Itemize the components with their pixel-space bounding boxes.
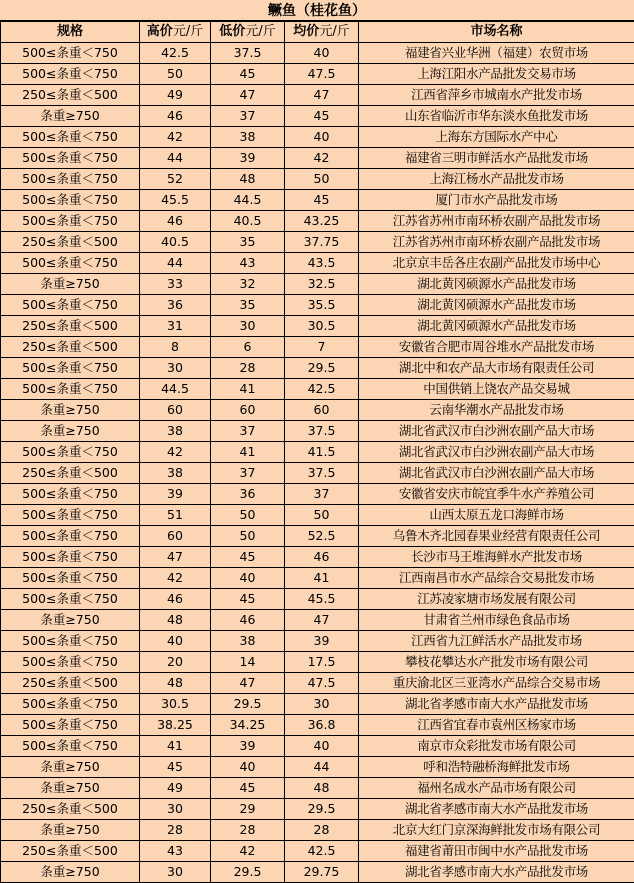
avg-price-cell: 39 bbox=[285, 631, 359, 652]
market-cell: 江西省萍乡市城南水产批发市场 bbox=[359, 85, 634, 106]
market-cell: 江西省宜春市袁州区杨家市场 bbox=[359, 715, 634, 736]
spec-cell: 条重≥750 bbox=[1, 421, 140, 442]
spec-cell: 500≤条重＜750 bbox=[1, 169, 140, 190]
low-price-cell: 35 bbox=[211, 295, 285, 316]
table-row bbox=[1, 484, 634, 505]
market-cell: 乌鲁木齐北园春果业经营有限责任公司 bbox=[359, 526, 634, 547]
avg-price-cell: 42.5 bbox=[285, 379, 359, 400]
low-price-cell: 45 bbox=[211, 64, 285, 85]
table-row bbox=[1, 673, 634, 694]
market-cell: 福建省兴业华洲（福建）农贸市场 bbox=[359, 43, 634, 64]
spec-cell: 条重≥750 bbox=[1, 862, 140, 883]
low-price-cell: 35 bbox=[211, 232, 285, 253]
low-price-cell: 48 bbox=[211, 169, 285, 190]
table-row bbox=[1, 736, 634, 757]
market-cell: 湖北省武汉市白沙洲农副产品大市场 bbox=[359, 421, 634, 442]
avg-price-cell: 60 bbox=[285, 400, 359, 421]
high-price-cell: 52 bbox=[140, 169, 211, 190]
table-row bbox=[1, 631, 634, 652]
avg-price-cell: 43.25 bbox=[285, 211, 359, 232]
avg-price-cell: 29.75 bbox=[285, 862, 359, 883]
market-cell: 江西南昌市水产品综合交易批发市场 bbox=[359, 568, 634, 589]
table-row bbox=[1, 589, 634, 610]
high-price-cell: 41 bbox=[140, 736, 211, 757]
market-cell: 北京大红门京深海鲜批发市场有限公司 bbox=[359, 820, 634, 841]
table-row bbox=[1, 547, 634, 568]
spec-cell: 条重≥750 bbox=[1, 820, 140, 841]
low-price-cell: 36 bbox=[211, 484, 285, 505]
market-cell: 上海江阳水产品批发交易市场 bbox=[359, 64, 634, 85]
low-price-cell: 38 bbox=[211, 631, 285, 652]
low-price-cell: 41 bbox=[211, 442, 285, 463]
low-price-cell: 45 bbox=[211, 547, 285, 568]
avg-price-cell: 29.5 bbox=[285, 799, 359, 820]
low-price-cell: 28 bbox=[211, 358, 285, 379]
spec-cell: 250≤条重＜500 bbox=[1, 337, 140, 358]
market-cell: 湖北省孝感市南大水产品批发市场 bbox=[359, 799, 634, 820]
market-cell: 江苏省苏州市南环桥农副产品批发市场 bbox=[359, 211, 634, 232]
spec-cell: 条重≥750 bbox=[1, 106, 140, 127]
low-price-cell: 40.5 bbox=[211, 211, 285, 232]
table-row bbox=[1, 421, 634, 442]
market-cell: 南京市众彩批发市场有限公司 bbox=[359, 736, 634, 757]
market-cell: 中国供销上饶农产品交易城 bbox=[359, 379, 634, 400]
low-price-cell: 45 bbox=[211, 589, 285, 610]
market-cell: 湖北省孝感市南大水产品批发市场 bbox=[359, 862, 634, 883]
high-price-cell: 38.25 bbox=[140, 715, 211, 736]
spec-cell: 500≤条重＜750 bbox=[1, 505, 140, 526]
spec-cell: 条重≥750 bbox=[1, 274, 140, 295]
avg-price-cell: 45 bbox=[285, 190, 359, 211]
high-price-cell: 42 bbox=[140, 127, 211, 148]
sheet-title: 鳜鱼（桂花鱼） bbox=[0, 0, 634, 21]
low-price-cell: 37.5 bbox=[211, 43, 285, 64]
low-price-cell: 14 bbox=[211, 652, 285, 673]
avg-price-cell: 36.8 bbox=[285, 715, 359, 736]
avg-price-cell: 41.5 bbox=[285, 442, 359, 463]
avg-price-cell: 37.5 bbox=[285, 463, 359, 484]
header-spec: 规格 bbox=[1, 22, 140, 43]
market-cell: 上海江杨水产品批发市场 bbox=[359, 169, 634, 190]
avg-price-cell: 17.5 bbox=[285, 652, 359, 673]
header-avg-unit: 元/斤 bbox=[319, 24, 350, 39]
high-price-cell: 30.5 bbox=[140, 694, 211, 715]
spec-cell: 250≤条重＜500 bbox=[1, 463, 140, 484]
high-price-cell: 33 bbox=[140, 274, 211, 295]
market-cell: 江苏省苏州市南环桥农副产品批发市场 bbox=[359, 232, 634, 253]
table-row bbox=[1, 400, 634, 421]
low-price-cell: 28 bbox=[211, 820, 285, 841]
avg-price-cell: 7 bbox=[285, 337, 359, 358]
avg-price-cell: 45 bbox=[285, 106, 359, 127]
low-price-cell: 39 bbox=[211, 148, 285, 169]
header-market: 市场名称 bbox=[359, 22, 634, 43]
market-cell: 甘肃省兰州市绿色食品市场 bbox=[359, 610, 634, 631]
market-cell: 山西太原五龙口海鲜市场 bbox=[359, 505, 634, 526]
spec-cell: 500≤条重＜750 bbox=[1, 190, 140, 211]
spec-cell: 500≤条重＜750 bbox=[1, 547, 140, 568]
market-cell: 呼和浩特融桥海鲜批发市场 bbox=[359, 757, 634, 778]
avg-price-cell: 47 bbox=[285, 610, 359, 631]
high-price-cell: 44 bbox=[140, 148, 211, 169]
market-cell: 重庆渝北区三亚湾水产品综合交易市场 bbox=[359, 673, 634, 694]
table-body bbox=[1, 43, 634, 883]
avg-price-cell: 35.5 bbox=[285, 295, 359, 316]
market-cell: 攀枝花攀达水产批发市场有限公司 bbox=[359, 652, 634, 673]
market-cell: 湖北黄冈硕源水产品批发市场 bbox=[359, 295, 634, 316]
table-row bbox=[1, 694, 634, 715]
high-price-cell: 38 bbox=[140, 463, 211, 484]
low-price-cell: 39 bbox=[211, 736, 285, 757]
table-row bbox=[1, 211, 634, 232]
table-row bbox=[1, 442, 634, 463]
table-row bbox=[1, 862, 634, 883]
spec-cell: 条重≥750 bbox=[1, 610, 140, 631]
high-price-cell: 45 bbox=[140, 757, 211, 778]
spec-cell: 500≤条重＜750 bbox=[1, 568, 140, 589]
market-cell: 福州名成水产品市场有限公司 bbox=[359, 778, 634, 799]
high-price-cell: 44 bbox=[140, 253, 211, 274]
spec-cell: 500≤条重＜750 bbox=[1, 253, 140, 274]
table-row bbox=[1, 253, 634, 274]
low-price-cell: 46 bbox=[211, 610, 285, 631]
header-low bbox=[211, 22, 285, 43]
low-price-cell: 32 bbox=[211, 274, 285, 295]
low-price-cell: 60 bbox=[211, 400, 285, 421]
high-price-cell: 30 bbox=[140, 358, 211, 379]
header-high-unit: 元/斤 bbox=[172, 24, 204, 39]
table-row bbox=[1, 568, 634, 589]
spec-cell: 500≤条重＜750 bbox=[1, 43, 140, 64]
header-avg-label: 均价 bbox=[293, 24, 320, 39]
table-row bbox=[1, 316, 634, 337]
spec-cell: 500≤条重＜750 bbox=[1, 589, 140, 610]
low-price-cell: 47 bbox=[211, 85, 285, 106]
header-row bbox=[1, 22, 634, 43]
avg-price-cell: 42.5 bbox=[285, 841, 359, 862]
table-row bbox=[1, 232, 634, 253]
table-row bbox=[1, 715, 634, 736]
spec-cell: 500≤条重＜750 bbox=[1, 715, 140, 736]
high-price-cell: 45.5 bbox=[140, 190, 211, 211]
avg-price-cell: 48 bbox=[285, 778, 359, 799]
high-price-cell: 49 bbox=[140, 778, 211, 799]
price-table bbox=[0, 21, 634, 883]
high-price-cell: 46 bbox=[140, 211, 211, 232]
table-row bbox=[1, 295, 634, 316]
table-row bbox=[1, 190, 634, 211]
avg-price-cell: 29.5 bbox=[285, 358, 359, 379]
spec-cell: 500≤条重＜750 bbox=[1, 526, 140, 547]
market-cell: 北京京丰岳各庄农副产品批发市场中心 bbox=[359, 253, 634, 274]
low-price-cell: 40 bbox=[211, 757, 285, 778]
spec-cell: 250≤条重＜500 bbox=[1, 799, 140, 820]
avg-price-cell: 44 bbox=[285, 757, 359, 778]
spec-cell: 250≤条重＜500 bbox=[1, 673, 140, 694]
avg-price-cell: 47.5 bbox=[285, 673, 359, 694]
table-row bbox=[1, 778, 634, 799]
spec-cell: 250≤条重＜500 bbox=[1, 85, 140, 106]
avg-price-cell: 46 bbox=[285, 547, 359, 568]
header-high-label: 高价 bbox=[146, 24, 173, 39]
avg-price-cell: 45.5 bbox=[285, 589, 359, 610]
table-row bbox=[1, 841, 634, 862]
low-price-cell: 6 bbox=[211, 337, 285, 358]
high-price-cell: 50 bbox=[140, 64, 211, 85]
high-price-cell: 60 bbox=[140, 400, 211, 421]
high-price-cell: 36 bbox=[140, 295, 211, 316]
spec-cell: 250≤条重＜500 bbox=[1, 316, 140, 337]
spec-cell: 500≤条重＜750 bbox=[1, 631, 140, 652]
avg-price-cell: 30.5 bbox=[285, 316, 359, 337]
table-row bbox=[1, 358, 634, 379]
high-price-cell: 30 bbox=[140, 862, 211, 883]
avg-price-cell: 47.5 bbox=[285, 64, 359, 85]
market-cell: 湖北省武汉市白沙洲农副产品大市场 bbox=[359, 442, 634, 463]
spec-cell: 500≤条重＜750 bbox=[1, 64, 140, 85]
header-low-label: 低价 bbox=[219, 24, 246, 39]
spec-cell: 500≤条重＜750 bbox=[1, 148, 140, 169]
table-row bbox=[1, 337, 634, 358]
table-row bbox=[1, 820, 634, 841]
table-row bbox=[1, 43, 634, 64]
market-cell: 湖北黄冈硕源水产品批发市场 bbox=[359, 316, 634, 337]
high-price-cell: 42.5 bbox=[140, 43, 211, 64]
spec-cell: 500≤条重＜750 bbox=[1, 211, 140, 232]
header-avg bbox=[285, 22, 359, 43]
table-row bbox=[1, 148, 634, 169]
table-row bbox=[1, 652, 634, 673]
avg-price-cell: 37.75 bbox=[285, 232, 359, 253]
avg-price-cell: 37.5 bbox=[285, 421, 359, 442]
market-cell: 厦门市水产品批发市场 bbox=[359, 190, 634, 211]
low-price-cell: 40 bbox=[211, 568, 285, 589]
low-price-cell: 42 bbox=[211, 841, 285, 862]
avg-price-cell: 30 bbox=[285, 694, 359, 715]
avg-price-cell: 40 bbox=[285, 127, 359, 148]
high-price-cell: 49 bbox=[140, 85, 211, 106]
high-price-cell: 47 bbox=[140, 547, 211, 568]
market-cell: 安徽省安庆市皖宜季牛水产养殖公司 bbox=[359, 484, 634, 505]
table-row bbox=[1, 169, 634, 190]
high-price-cell: 8 bbox=[140, 337, 211, 358]
market-cell: 湖北省孝感市南大水产品批发市场 bbox=[359, 694, 634, 715]
low-price-cell: 41 bbox=[211, 379, 285, 400]
low-price-cell: 37 bbox=[211, 106, 285, 127]
avg-price-cell: 43.5 bbox=[285, 253, 359, 274]
table-row bbox=[1, 274, 634, 295]
avg-price-cell: 41 bbox=[285, 568, 359, 589]
header-low-unit: 元/斤 bbox=[245, 24, 276, 39]
table-row bbox=[1, 505, 634, 526]
low-price-cell: 47 bbox=[211, 673, 285, 694]
market-cell: 长沙市马王堆海鲜水产批发市场 bbox=[359, 547, 634, 568]
avg-price-cell: 42 bbox=[285, 148, 359, 169]
table-row bbox=[1, 127, 634, 148]
market-cell: 安徽省合肥市周谷堆水产品批发市场 bbox=[359, 337, 634, 358]
spec-cell: 500≤条重＜750 bbox=[1, 736, 140, 757]
high-price-cell: 48 bbox=[140, 673, 211, 694]
spec-cell: 条重≥750 bbox=[1, 757, 140, 778]
low-price-cell: 30 bbox=[211, 316, 285, 337]
high-price-cell: 30 bbox=[140, 799, 211, 820]
spec-cell: 500≤条重＜750 bbox=[1, 127, 140, 148]
market-cell: 江西省九江鲜活水产品批发市场 bbox=[359, 631, 634, 652]
high-price-cell: 42 bbox=[140, 568, 211, 589]
high-price-cell: 46 bbox=[140, 106, 211, 127]
low-price-cell: 34.25 bbox=[211, 715, 285, 736]
high-price-cell: 40 bbox=[140, 631, 211, 652]
high-price-cell: 28 bbox=[140, 820, 211, 841]
table-row bbox=[1, 64, 634, 85]
avg-price-cell: 40 bbox=[285, 736, 359, 757]
market-cell: 福建省三明市鲜活水产品批发市场 bbox=[359, 148, 634, 169]
high-price-cell: 44.5 bbox=[140, 379, 211, 400]
spec-cell: 条重≥750 bbox=[1, 400, 140, 421]
market-cell: 湖北黄冈硕源水产品批发市场 bbox=[359, 274, 634, 295]
high-price-cell: 40.5 bbox=[140, 232, 211, 253]
spec-cell: 250≤条重＜500 bbox=[1, 841, 140, 862]
high-price-cell: 38 bbox=[140, 421, 211, 442]
low-price-cell: 50 bbox=[211, 505, 285, 526]
avg-price-cell: 52.5 bbox=[285, 526, 359, 547]
market-cell: 江苏凌家塘市场发展有限公司 bbox=[359, 589, 634, 610]
market-cell: 上海东方国际水产中心 bbox=[359, 127, 634, 148]
market-cell: 福建省莆田市闽中水产品批发市场 bbox=[359, 841, 634, 862]
low-price-cell: 29 bbox=[211, 799, 285, 820]
high-price-cell: 46 bbox=[140, 589, 211, 610]
table-row bbox=[1, 106, 634, 127]
high-price-cell: 31 bbox=[140, 316, 211, 337]
market-cell: 山东省临沂市华东淡水鱼批发市场 bbox=[359, 106, 634, 127]
low-price-cell: 37 bbox=[211, 421, 285, 442]
avg-price-cell: 50 bbox=[285, 169, 359, 190]
low-price-cell: 44.5 bbox=[211, 190, 285, 211]
high-price-cell: 60 bbox=[140, 526, 211, 547]
avg-price-cell: 50 bbox=[285, 505, 359, 526]
high-price-cell: 39 bbox=[140, 484, 211, 505]
spec-cell: 500≤条重＜750 bbox=[1, 484, 140, 505]
spec-cell: 500≤条重＜750 bbox=[1, 694, 140, 715]
avg-price-cell: 47 bbox=[285, 85, 359, 106]
low-price-cell: 50 bbox=[211, 526, 285, 547]
high-price-cell: 42 bbox=[140, 442, 211, 463]
spec-cell: 500≤条重＜750 bbox=[1, 379, 140, 400]
market-cell: 湖北省武汉市白沙洲农副产品大市场 bbox=[359, 463, 634, 484]
low-price-cell: 29.5 bbox=[211, 694, 285, 715]
table-row bbox=[1, 526, 634, 547]
high-price-cell: 51 bbox=[140, 505, 211, 526]
spec-cell: 500≤条重＜750 bbox=[1, 295, 140, 316]
spec-cell: 500≤条重＜750 bbox=[1, 652, 140, 673]
low-price-cell: 29.5 bbox=[211, 862, 285, 883]
table-row bbox=[1, 463, 634, 484]
high-price-cell: 48 bbox=[140, 610, 211, 631]
header-high bbox=[140, 22, 211, 43]
low-price-cell: 37 bbox=[211, 463, 285, 484]
table-row bbox=[1, 610, 634, 631]
table-row bbox=[1, 85, 634, 106]
spec-cell: 250≤条重＜500 bbox=[1, 232, 140, 253]
spec-cell: 500≤条重＜750 bbox=[1, 442, 140, 463]
avg-price-cell: 32.5 bbox=[285, 274, 359, 295]
low-price-cell: 45 bbox=[211, 778, 285, 799]
market-cell: 云南华潮水产品批发市场 bbox=[359, 400, 634, 421]
spec-cell: 500≤条重＜750 bbox=[1, 358, 140, 379]
spec-cell: 条重≥750 bbox=[1, 778, 140, 799]
table-row bbox=[1, 757, 634, 778]
high-price-cell: 43 bbox=[140, 841, 211, 862]
low-price-cell: 38 bbox=[211, 127, 285, 148]
avg-price-cell: 28 bbox=[285, 820, 359, 841]
table-row bbox=[1, 379, 634, 400]
high-price-cell: 20 bbox=[140, 652, 211, 673]
low-price-cell: 43 bbox=[211, 253, 285, 274]
market-cell: 湖北中和农产品大市场有限责任公司 bbox=[359, 358, 634, 379]
avg-price-cell: 40 bbox=[285, 43, 359, 64]
table-row bbox=[1, 799, 634, 820]
avg-price-cell: 37 bbox=[285, 484, 359, 505]
